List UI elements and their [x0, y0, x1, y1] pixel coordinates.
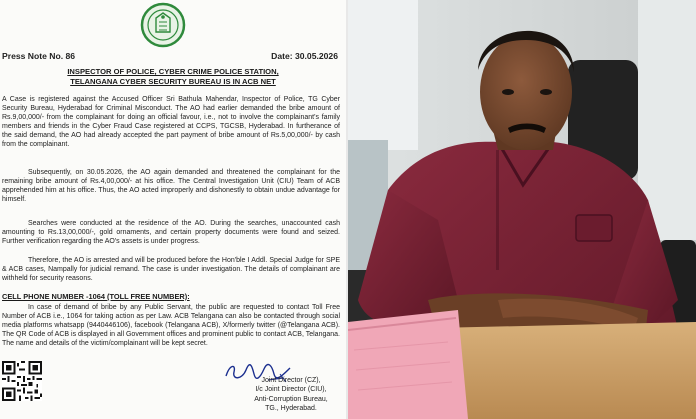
helpline-heading: CELL PHONE NUMBER -1064 (TOLL FREE NUMBER): [2, 292, 190, 301]
paragraph-apprehension: Subsequently, on 30.05.2026, the AO again demanded and threatened the complainant for the remaining bribe amount of Rs.4,00,000/- at his office. The Central Investigation Unit (CIU) Team of ACB apprehended him at his office. Thus, the AO acted improperly and dishonestly to obtain undue advantage for himself. [2, 169, 340, 204]
paragraph-helpline: In case of demand of bribe by any Public Servant, the public are requested to contact Toll Free Number of ACB i.e., 1064 for taking action as per Law. ACB Telangana can also be contacted through social media platforms whatsapp (9440446106), facebook (Telangana ACB), X/formerly twitter (@Telangana ACB). The QR Code of ACB is displayed in all Government offices and prominent public to contact ACB, Telangana. The name and details of the victim/complainant will be kept secret. [2, 304, 340, 348]
signatory-line: Joint Director (CZ), [261, 377, 321, 384]
government-seal-icon [140, 2, 186, 48]
press-note-date: Date: 30.05.2026 [271, 51, 338, 61]
qr-code-icon [2, 361, 42, 401]
paragraph-case-details: A Case is registered against the Accused Officer Sri Bathula Mahendar, Inspector of Police, TG Cyber Security Bureau, Hyderabad for Criminal Misconduct. The AO had earlier demanded the bribe amount of Rs.9,00,000/- from the complainant for doing an official favour, i.e., not to involve the complainant's family members and friends in the Cyber Fraud Case registered at CCPS, TGCSB, Hyderabad. In furtherance of the said demand, the AO had already accepted the part payment of bribe amount of Rs.5,00,000/- by cash from the complainant. [2, 96, 340, 149]
press-note-number: Press Note No. 86 [2, 51, 76, 61]
accused-officer-photo [348, 0, 696, 419]
press-note-title-line-1: INSPECTOR OF POLICE, CYBER CRIME POLICE STATION, [67, 67, 279, 76]
photo-illustration [348, 0, 696, 419]
press-note-title-line-2: TELANGANA CYBER SECURITY BUREAU IS IN ACB NET [70, 77, 276, 86]
paragraph-searches: Searches were conducted at the residence of the AO. During the searches, unaccounted cash amounting to Rs.13,00,000/-, gold ornaments, and certain property documents were found and seized. Further verification regarding the AO's assets is under progress. [2, 220, 340, 246]
press-note-document [0, 0, 346, 419]
signatory-line: Anti-Corruption Bureau, [254, 395, 328, 403]
signatory-line: I/c Joint Director (CIU), [255, 386, 327, 394]
paragraph-arrest: Therefore, the AO is arrested and will be produced before the Hon'ble I Addl. Special Judge for SPE & ACB cases, Nampally for judicial remand. The case is under investigation. The details of complainant are withheld for security reasons. [2, 257, 340, 283]
signatory-block [238, 376, 344, 413]
signatory-line: TG., Hyderabad. [265, 404, 317, 412]
